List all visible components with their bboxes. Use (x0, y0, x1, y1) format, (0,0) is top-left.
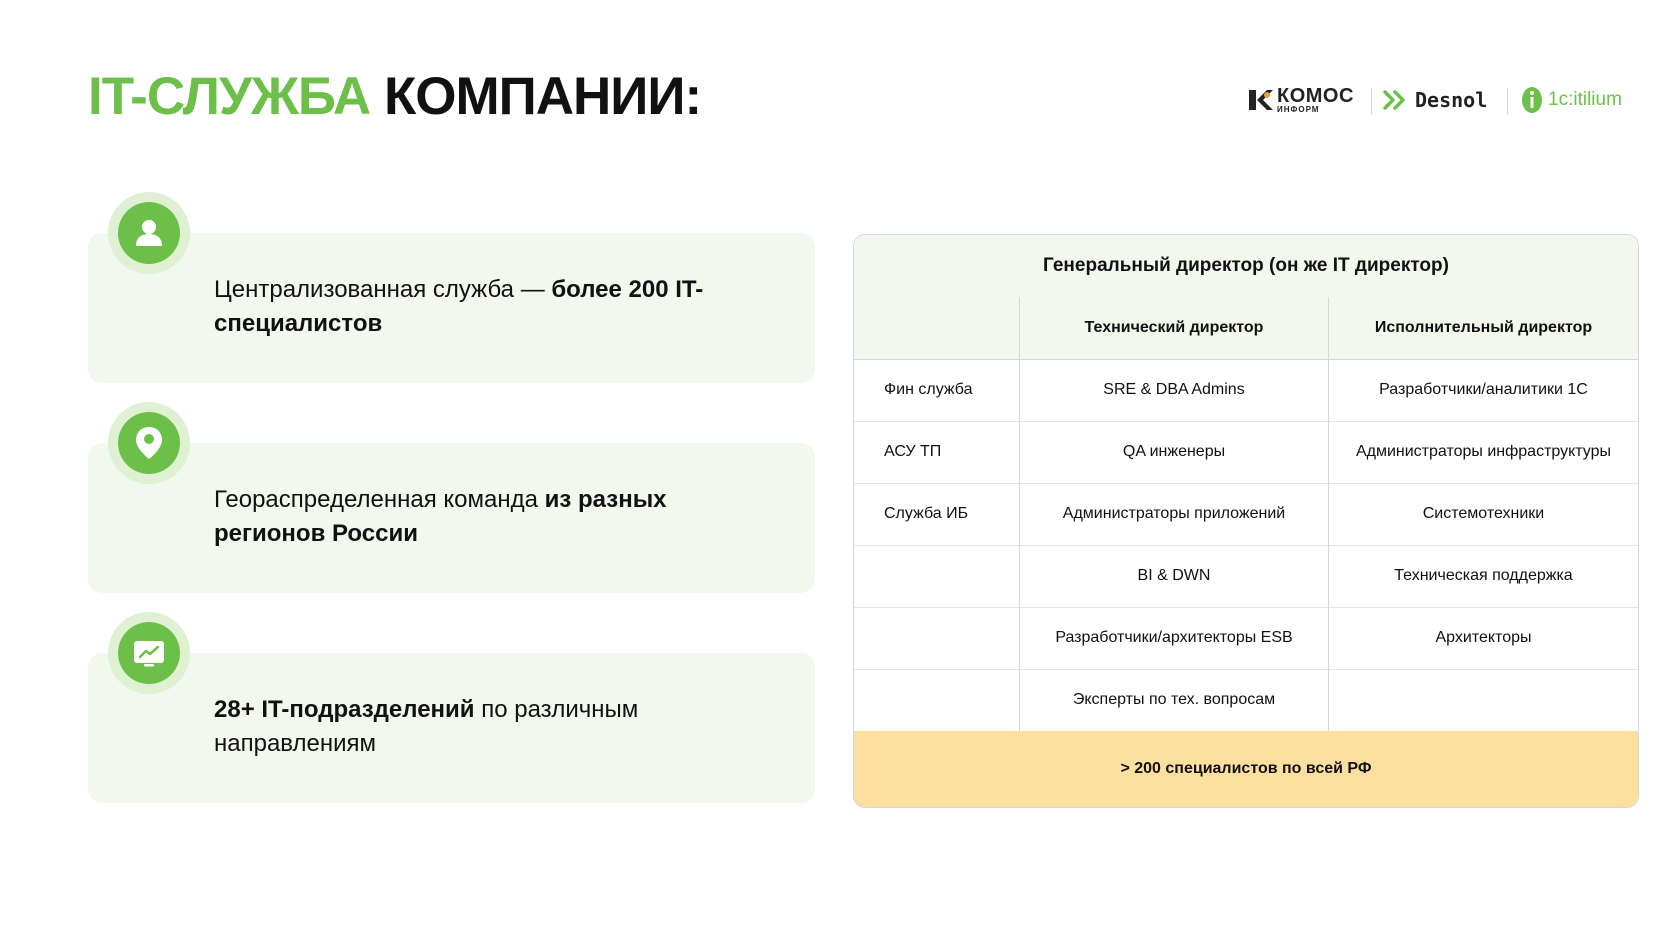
org-structure-table (853, 234, 1639, 808)
logo-divider (1371, 88, 1372, 114)
table-row (854, 669, 1638, 731)
feature-text-plain: Централизованная служба — (214, 276, 552, 303)
chart-icon (132, 638, 166, 668)
logo-divider (1507, 88, 1508, 114)
table-cell: Администраторы приложений (1020, 483, 1329, 545)
table-row (854, 545, 1638, 608)
table-cell: Системотехники (1422, 505, 1545, 522)
partner-logos (1245, 80, 1625, 120)
table-cell: Фин служба (854, 359, 1020, 421)
desnol-logo (1383, 80, 1487, 120)
feature-card-departments (88, 653, 815, 803)
title-main: КОМПАНИИ: (383, 67, 702, 126)
feature-text-bold: из разных регионов России (214, 486, 667, 547)
feature-card-geo (88, 443, 815, 593)
table-row (854, 421, 1638, 484)
location-badge (108, 402, 190, 484)
komos-sub: ИНФОРМ (1277, 105, 1320, 114)
itilium-name: 1с:itilium (1548, 89, 1622, 110)
table-cell (854, 545, 1020, 607)
desnol-name: Desnol (1415, 88, 1488, 112)
table-cell: SRE & DBA Admins (1020, 359, 1329, 421)
table-footer-row (854, 731, 1638, 807)
komos-logo (1245, 80, 1354, 120)
table-row (854, 607, 1638, 670)
cto-header: Технический директор (1020, 297, 1329, 359)
title-accent: IT-СЛУЖБА (88, 67, 371, 126)
coo-header: Исполнительный директор (1374, 319, 1593, 336)
table-cell: Разработчики/аналитики 1С (1379, 381, 1588, 398)
location-pin-icon (134, 425, 164, 461)
double-chevron-icon (1383, 88, 1409, 112)
feature-card-text (214, 483, 774, 551)
feature-card-text (214, 273, 774, 341)
table-header-row (854, 235, 1638, 298)
ceo-header: Генеральный директор (он же IT директор) (1043, 255, 1449, 276)
specialists-total: > 200 специалистов по всей РФ (1120, 760, 1372, 777)
table-cell: Администраторы инфраструктуры (1355, 443, 1612, 460)
table-cell (854, 669, 1020, 731)
table-cell: Служба ИБ (854, 483, 1020, 545)
chart-badge (108, 612, 190, 694)
feature-text-bold: более 200 IT-специалистов (214, 276, 704, 337)
itilium-mark-icon (1520, 86, 1544, 114)
table-cell: АСУ ТП (854, 421, 1020, 483)
table-subheader-row (854, 297, 1638, 360)
page-title (88, 66, 701, 127)
table-row (854, 359, 1638, 422)
table-cell: Техническая поддержка (1394, 567, 1573, 584)
table-cell: Архитекторы (1435, 629, 1532, 646)
feature-card-text (214, 693, 774, 761)
person-icon (132, 216, 166, 250)
subheader-empty (854, 297, 1020, 359)
table-cell: QA инженеры (1020, 421, 1329, 483)
person-badge (108, 192, 190, 274)
table-cell (1329, 669, 1638, 731)
table-row (854, 483, 1638, 546)
table-cell: Разработчики/архитекторы ESB (1020, 607, 1329, 669)
feature-card-centralized (88, 233, 815, 383)
table-cell: Эксперты по тех. вопросам (1020, 669, 1329, 731)
feature-text-bold: 28+ IT-подразделений (214, 696, 475, 723)
feature-text-plain: Георaспределенная команда (214, 486, 545, 513)
komos-mark-icon (1245, 86, 1273, 114)
itilium-logo (1520, 80, 1622, 120)
komos-name: КОМОС (1277, 85, 1354, 107)
table-cell (854, 607, 1020, 669)
table-cell: BI & DWN (1020, 545, 1329, 607)
feature-text-tail: по различным направлениям (214, 696, 639, 757)
